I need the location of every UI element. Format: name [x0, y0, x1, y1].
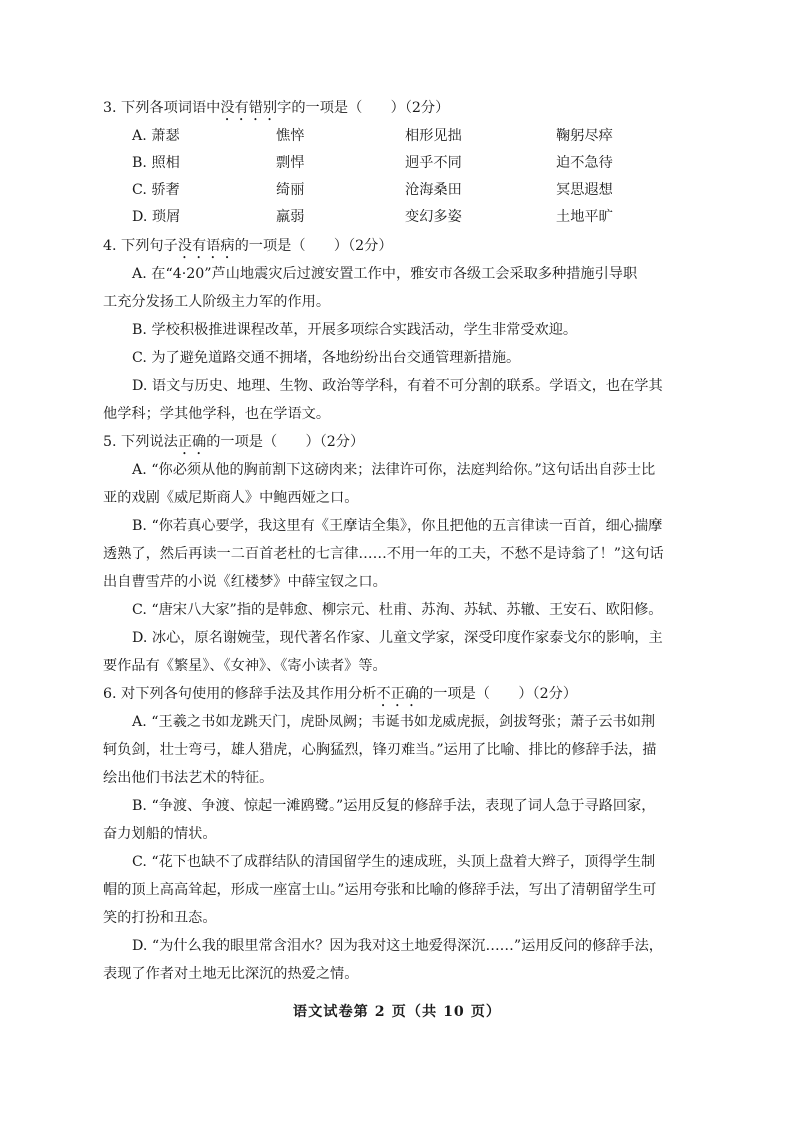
- q6-option-b-cont: 奋力划船的情状。: [103, 826, 217, 842]
- q6-option-b: B. “争渡、争渡、惊起一滩鸥鹭。”运用反复的修辞手法，表现了词人急于寻路回家，: [132, 798, 656, 814]
- q6-option-a: A. “王羲之书如龙跳天门，虎卧凤阙；韦诞书如龙威虎振，剑拔弩张；萧子云书如荆: [132, 714, 656, 730]
- q3-option: 迥乎不同: [405, 155, 462, 171]
- q6-option-c-cont: 帽的顶上高高耸起，形成一座富士山。”运用夸张和比喻的修辞手法，写出了清朝留学生可: [103, 882, 657, 898]
- q4-option-a: A. 在“4·20”芦山地震灾后过渡安置工作中，雅安市各级工会采取多种措施引导职: [132, 266, 638, 282]
- q4-option-d-cont: 他学科；学其他学科，也在学语文。: [103, 406, 331, 422]
- q3-option: 冥思遐想: [556, 182, 613, 198]
- q6-option-d-cont: 表现了作者对土地无比深沉的热爱之情。: [103, 966, 359, 982]
- q5-stem: 5. 下列说法正确的一项是（ ）（2分）: [103, 434, 365, 450]
- q3-option: 迫不急待: [556, 155, 613, 171]
- q3-option: 羸弱: [276, 209, 305, 225]
- q6-option-c-cont: 笑的打扮和丑态。: [103, 910, 217, 926]
- q5-option-d: D. 冰心，原名谢婉莹，现代著名作家、儿童文学家，深受印度作家泰戈尔的影响，主: [132, 630, 663, 646]
- q4-option-c: C. 为了避免道路交通不拥堵，各地纷纷出台交通管理新措施。: [132, 350, 521, 366]
- q3-option: 沧海桑田: [405, 182, 462, 198]
- q5-option-b: B. “你若真心要学，我这里有《王摩诘全集》，你且把他的五言律读一百首，细心揣摩: [132, 518, 663, 534]
- emphasis-dots: 没有错别: [220, 100, 278, 116]
- q3-option: 绮丽: [276, 182, 305, 198]
- q3-option: 土地平旷: [556, 209, 613, 225]
- q5-option-a-cont: 亚的戏剧《威尼斯商人》中鲍西娅之口。: [103, 490, 359, 506]
- q6-option-a-cont: 轲负剑，壮士弯弓，雄人猎虎，心胸猛烈，锋刃难当。”运用了比喻、排比的修辞手法，描: [103, 742, 657, 758]
- q6-option-a-cont: 绘出他们书法艺术的特征。: [103, 770, 274, 786]
- q6-stem: 6. 对下列各句使用的修辞手法及其作用分析不正确的一项是（ ）（2分）: [103, 686, 578, 702]
- q3-option: A. 萧瑟: [132, 128, 180, 144]
- q3-option: 鞠躬尽瘁: [556, 128, 613, 144]
- q5-option-b-cont: 透熟了，然后再读一二百首老杜的七言律……不用一年的工夫，不愁不是诗翁了！”这句话: [103, 546, 664, 562]
- q3-option: 相形见拙: [405, 128, 462, 144]
- q4-option-b: B. 学校积极推进课程改革，开展多项综合实践活动，学生非常受欢迎。: [132, 322, 578, 338]
- emphasis-dots: 不正确: [376, 686, 420, 702]
- emphasis-dots: 没有语病: [177, 238, 235, 254]
- q4-stem: 4. 下列句子没有语病的一项是（ ）（2分）: [103, 238, 393, 254]
- q5-option-d-cont: 要作品有《繁星》、《女神》、《寄小读者》等。: [103, 658, 387, 674]
- q5-option-c: C. “唐宋八大家”指的是韩愈、柳宗元、杜甫、苏洵、苏轼、苏辙、王安石、欧阳修。: [132, 602, 663, 618]
- q3-option: 变幻多姿: [405, 209, 462, 225]
- q3-option: 憔悴: [276, 128, 305, 144]
- q4-option-d: D. 语文与历史、地理、生物、政治等学科，有着不可分割的联系。学语文，也在学其: [132, 378, 663, 394]
- q6-option-c: C. “花下也缺不了成群结队的清国留学生的速成班，头顶上盘着大辫子，顶得学生制: [132, 854, 656, 870]
- q5-option-a: A. “你必须从他的胸前割下这磅肉来；法律许可你，法庭判给你。”这句话出自莎士比: [132, 462, 656, 478]
- page-footer: 语文试卷第 2 页（共 10 页）: [292, 1004, 502, 1020]
- emphasis-dots: 正确: [177, 434, 207, 450]
- q3-option: D. 琐屑: [132, 209, 181, 225]
- q3-option: B. 照相: [132, 155, 180, 171]
- q5-option-b-cont: 出自曹雪芹的小说《红楼梦》中薛宝钗之口。: [103, 574, 387, 590]
- q6-option-d: D. “为什么我的眼里常含泪水？因为我对这土地爱得深沉……”运用反问的修辞手法，: [132, 938, 663, 954]
- q3-option: 剽悍: [276, 155, 305, 171]
- q3-stem: 3. 下列各项词语中没有错别字的一项是（ ）（2分）: [103, 100, 450, 116]
- q3-option: C. 骄奢: [132, 182, 180, 198]
- q4-option-a-cont: 工充分发扬工人阶级主力军的作用。: [103, 294, 331, 310]
